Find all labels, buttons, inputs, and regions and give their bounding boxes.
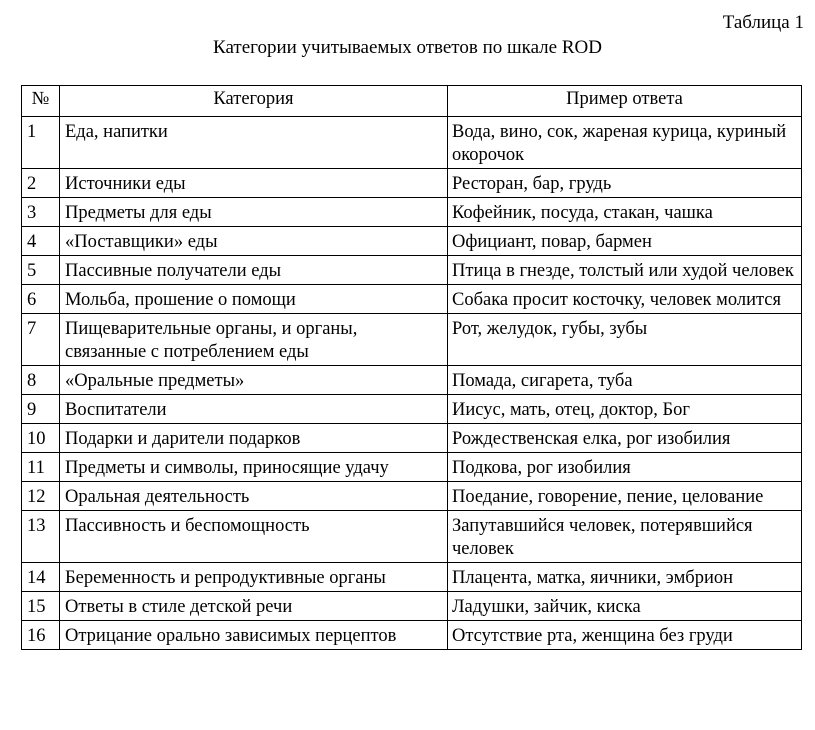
row-number: 8 (22, 366, 60, 395)
row-category: Предметы и символы, приносящие удачу (60, 453, 448, 482)
rod-categories-table (21, 85, 802, 650)
row-category: Беременность и репродуктивные органы (60, 563, 448, 592)
row-number: 15 (22, 592, 60, 621)
table-row (22, 256, 802, 285)
row-number: 2 (22, 169, 60, 198)
row-number: 5 (22, 256, 60, 285)
header-category: Категория (60, 86, 448, 117)
row-example: Иисус, мать, отец, доктор, Бог (448, 395, 802, 424)
row-number: 11 (22, 453, 60, 482)
row-number: 14 (22, 563, 60, 592)
row-example: Запутавшийся человек, потерявшийся человек (448, 511, 802, 563)
table-row (22, 366, 802, 395)
row-example: Подкова, рог изобилия (448, 453, 802, 482)
table-row (22, 482, 802, 511)
table-row (22, 117, 802, 169)
row-example: Собака просит косточку, человек молится (448, 285, 802, 314)
row-category: Мольба, прошение о помощи (60, 285, 448, 314)
table-row (22, 198, 802, 227)
table-row (22, 395, 802, 424)
row-category: Пассивные получатели еды (60, 256, 448, 285)
row-category: Источники еды (60, 169, 448, 198)
row-category: Подарки и дарители подарков (60, 424, 448, 453)
table-row (22, 314, 802, 366)
table-row (22, 285, 802, 314)
row-number: 7 (22, 314, 60, 366)
row-example: Ладушки, зайчик, киска (448, 592, 802, 621)
row-number: 3 (22, 198, 60, 227)
row-category: «Оральные предметы» (60, 366, 448, 395)
row-example: Кофейник, посуда, стакан, чашка (448, 198, 802, 227)
table-row (22, 424, 802, 453)
table-title: Категории учитываемых ответов по шкале ROD (213, 37, 602, 58)
table-label: Таблица 1 (722, 12, 804, 33)
row-category: Отрицание орально зависимых перцептов (60, 621, 448, 650)
row-example: Рот, желудок, губы, зубы (448, 314, 802, 366)
table-row (22, 227, 802, 256)
table-row (22, 621, 802, 650)
row-category: Оральная деятельность (60, 482, 448, 511)
row-example: Ресторан, бар, грудь (448, 169, 802, 198)
row-example: Поедание, говорение, пение, целование (448, 482, 802, 511)
row-category: Пассивность и беспомощность (60, 511, 448, 563)
row-example: Вода, вино, сок, жареная курица, куриный окорочок (448, 117, 802, 169)
row-example: Официант, повар, бармен (448, 227, 802, 256)
row-number: 9 (22, 395, 60, 424)
row-category: «Поставщики» еды (60, 227, 448, 256)
table-row (22, 592, 802, 621)
row-example: Плацента, матка, яичники, эмбрион (448, 563, 802, 592)
row-example: Отсутствие рта, женщина без груди (448, 621, 802, 650)
row-number: 10 (22, 424, 60, 453)
row-number: 1 (22, 117, 60, 169)
row-number: 12 (22, 482, 60, 511)
table-header-row (22, 86, 802, 117)
header-number: № (22, 86, 60, 117)
table-row (22, 453, 802, 482)
row-number: 4 (22, 227, 60, 256)
row-example: Рождественская елка, рог изобилия (448, 424, 802, 453)
row-category: Предметы для еды (60, 198, 448, 227)
table-row (22, 511, 802, 563)
row-category: Еда, напитки (60, 117, 448, 169)
header-example: Пример ответа (448, 86, 802, 117)
row-category: Пищеварительные органы, и органы, связанные с потреблением еды (60, 314, 448, 366)
row-number: 16 (22, 621, 60, 650)
table-row (22, 563, 802, 592)
row-example: Птица в гнезде, толстый или худой человек (448, 256, 802, 285)
row-category: Ответы в стиле детской речи (60, 592, 448, 621)
row-number: 6 (22, 285, 60, 314)
row-category: Воспитатели (60, 395, 448, 424)
row-number: 13 (22, 511, 60, 563)
table-row (22, 169, 802, 198)
row-example: Помада, сигарета, туба (448, 366, 802, 395)
